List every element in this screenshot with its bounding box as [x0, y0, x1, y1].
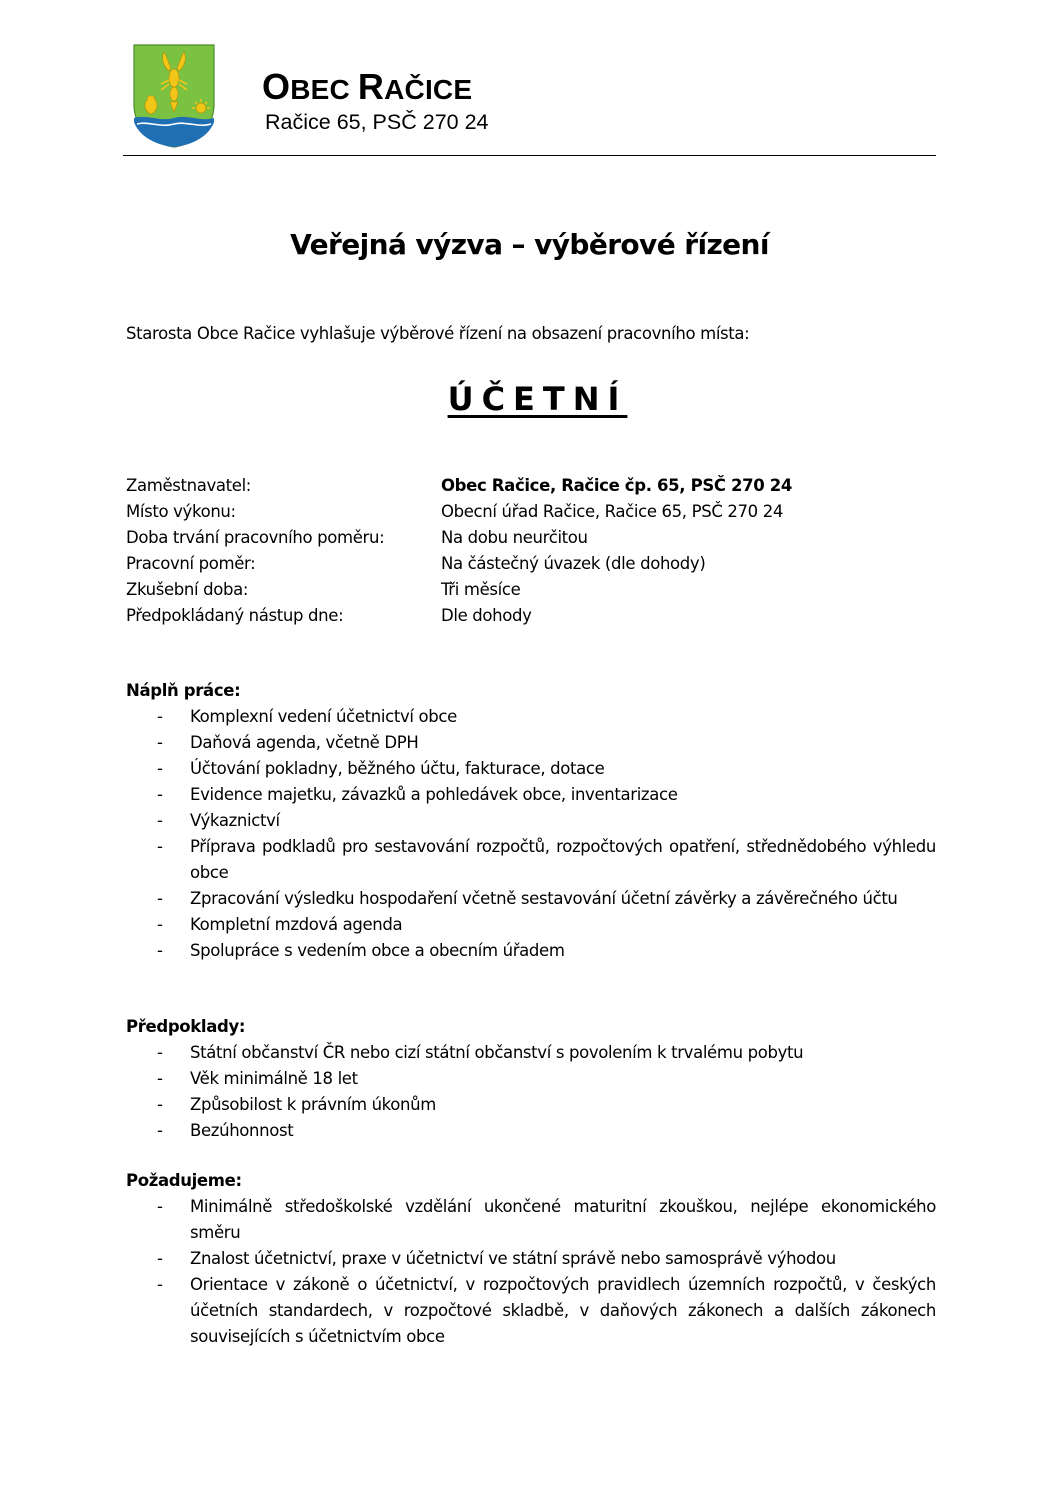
org-name-initial-1: O	[262, 66, 291, 107]
list-item	[126, 912, 936, 938]
list-item	[126, 704, 936, 730]
list-item	[126, 1194, 936, 1246]
list-item-text: Orientace v zákoně o účetnictví, v rozpočtových pravidlech územních rozpočtů, v českých účetních standardech, v rozpočtové skladbě, v daňových zákonech a dalších zákonech souvisejících s účetnictvím obce	[190, 1275, 936, 1346]
job-content-list	[126, 704, 936, 964]
list-item-text: Evidence majetku, závazků a pohledávek obce, inventarizace	[190, 785, 678, 804]
detail-label: Zaměstnavatel:	[126, 476, 252, 495]
detail-row-employer	[126, 473, 936, 499]
section-title: Předpoklady:	[126, 1017, 246, 1036]
section-job-content	[126, 678, 936, 964]
section-requirements	[126, 1168, 936, 1350]
list-item	[126, 1092, 936, 1118]
detail-label: Místo výkonu:	[126, 502, 236, 521]
organization-address: Račice 65, PSČ 270 24	[265, 110, 489, 134]
list-item-text: Bezúhonnost	[190, 1121, 294, 1140]
section-title: Náplň práce:	[126, 681, 241, 700]
list-item	[126, 1246, 936, 1272]
list-item	[126, 730, 936, 756]
section-title: Požadujeme:	[126, 1171, 242, 1190]
dash-bullet: -	[157, 1043, 163, 1062]
dash-bullet: -	[157, 915, 163, 934]
detail-label: Předpokládaný nástup dne:	[126, 606, 344, 625]
header-divider	[123, 155, 936, 156]
detail-row-employment-type	[126, 551, 936, 577]
list-item-text: Příprava podkladů pro sestavování rozpočtů, rozpočtových opatření, střednědobého výhledu obce	[190, 837, 936, 882]
dash-bullet: -	[157, 1197, 163, 1216]
dash-bullet: -	[157, 1121, 163, 1140]
dash-bullet: -	[157, 837, 163, 856]
detail-value: Obec Račice, Račice čp. 65, PSČ 270 24	[441, 476, 793, 495]
organization-name	[262, 66, 472, 108]
detail-value: Tři měsíce	[441, 580, 521, 599]
prerequisites-list	[126, 1040, 936, 1144]
list-item	[126, 1066, 936, 1092]
intro-text: Starosta Obce Račice vyhlašuje výběrové řízení na obsazení pracovního místa:	[126, 324, 750, 343]
detail-value: Dle dohody	[441, 606, 532, 625]
list-item-text: Minimálně středoškolské vzdělání ukončené maturitní zkouškou, nejlépe ekonomického směru	[190, 1197, 936, 1242]
list-item-text: Účtování pokladny, běžného účtu, fakturace, dotace	[190, 759, 605, 778]
dash-bullet: -	[157, 733, 163, 752]
list-item-text: Způsobilost k právním úkonům	[190, 1095, 436, 1114]
list-item-text: Kompletní mzdová agenda	[190, 915, 403, 934]
list-item-text: Věk minimálně 18 let	[190, 1069, 358, 1088]
document-title: Veřejná výzva – výběrové řízení	[290, 228, 769, 261]
dash-bullet: -	[157, 941, 163, 960]
list-item-text: Komplexní vedení účetnictví obce	[190, 707, 457, 726]
detail-row-workplace	[126, 499, 936, 525]
detail-value: Obecní úřad Račice, Račice 65, PSČ 270 24	[441, 502, 784, 521]
dash-bullet: -	[157, 1095, 163, 1114]
org-name-part-2: AČICE	[384, 74, 473, 105]
position-title: ÚČETNÍ	[447, 380, 628, 418]
requirements-list	[126, 1194, 936, 1350]
list-item	[126, 1118, 936, 1144]
detail-row-probation	[126, 577, 936, 603]
job-details	[126, 473, 936, 629]
list-item-text: Zpracování výsledku hospodaření včetně sestavování účetní závěrky a závěrečného účtu	[190, 889, 898, 908]
list-item	[126, 782, 936, 808]
list-item-text: Výkaznictví	[190, 811, 280, 830]
detail-value: Na dobu neurčitou	[441, 528, 588, 547]
list-item-text: Spolupráce s vedením obce a obecním úřadem	[190, 941, 565, 960]
dash-bullet: -	[157, 1069, 163, 1088]
list-item-text: Daňová agenda, včetně DPH	[190, 733, 419, 752]
detail-row-start-date	[126, 603, 936, 629]
list-item	[126, 834, 936, 886]
dash-bullet: -	[157, 707, 163, 726]
dash-bullet: -	[157, 759, 163, 778]
org-name-initial-2: R	[357, 66, 385, 107]
list-item	[126, 886, 936, 912]
detail-value: Na částečný úvazek (dle dohody)	[441, 554, 706, 573]
coat-of-arms-icon	[133, 44, 215, 148]
list-item-text: Znalost účetnictví, praxe v účetnictví ve státní správě nebo samosprávě výhodou	[190, 1249, 836, 1268]
dash-bullet: -	[157, 1275, 163, 1294]
list-item	[126, 1040, 936, 1066]
dash-bullet: -	[157, 811, 163, 830]
list-item	[126, 1272, 936, 1350]
list-item	[126, 756, 936, 782]
dash-bullet: -	[157, 889, 163, 908]
dash-bullet: -	[157, 785, 163, 804]
detail-label: Pracovní poměr:	[126, 554, 256, 573]
dash-bullet: -	[157, 1249, 163, 1268]
detail-label: Zkušební doba:	[126, 580, 249, 599]
section-prerequisites	[126, 1014, 936, 1144]
org-name-part-1: BEC	[290, 74, 358, 105]
list-item	[126, 808, 936, 834]
detail-label: Doba trvání pracovního poměru:	[126, 528, 385, 547]
detail-row-duration	[126, 525, 936, 551]
list-item	[126, 938, 936, 964]
list-item-text: Státní občanství ČR nebo cizí státní občanství s povolením k trvalému pobytu	[190, 1043, 804, 1062]
